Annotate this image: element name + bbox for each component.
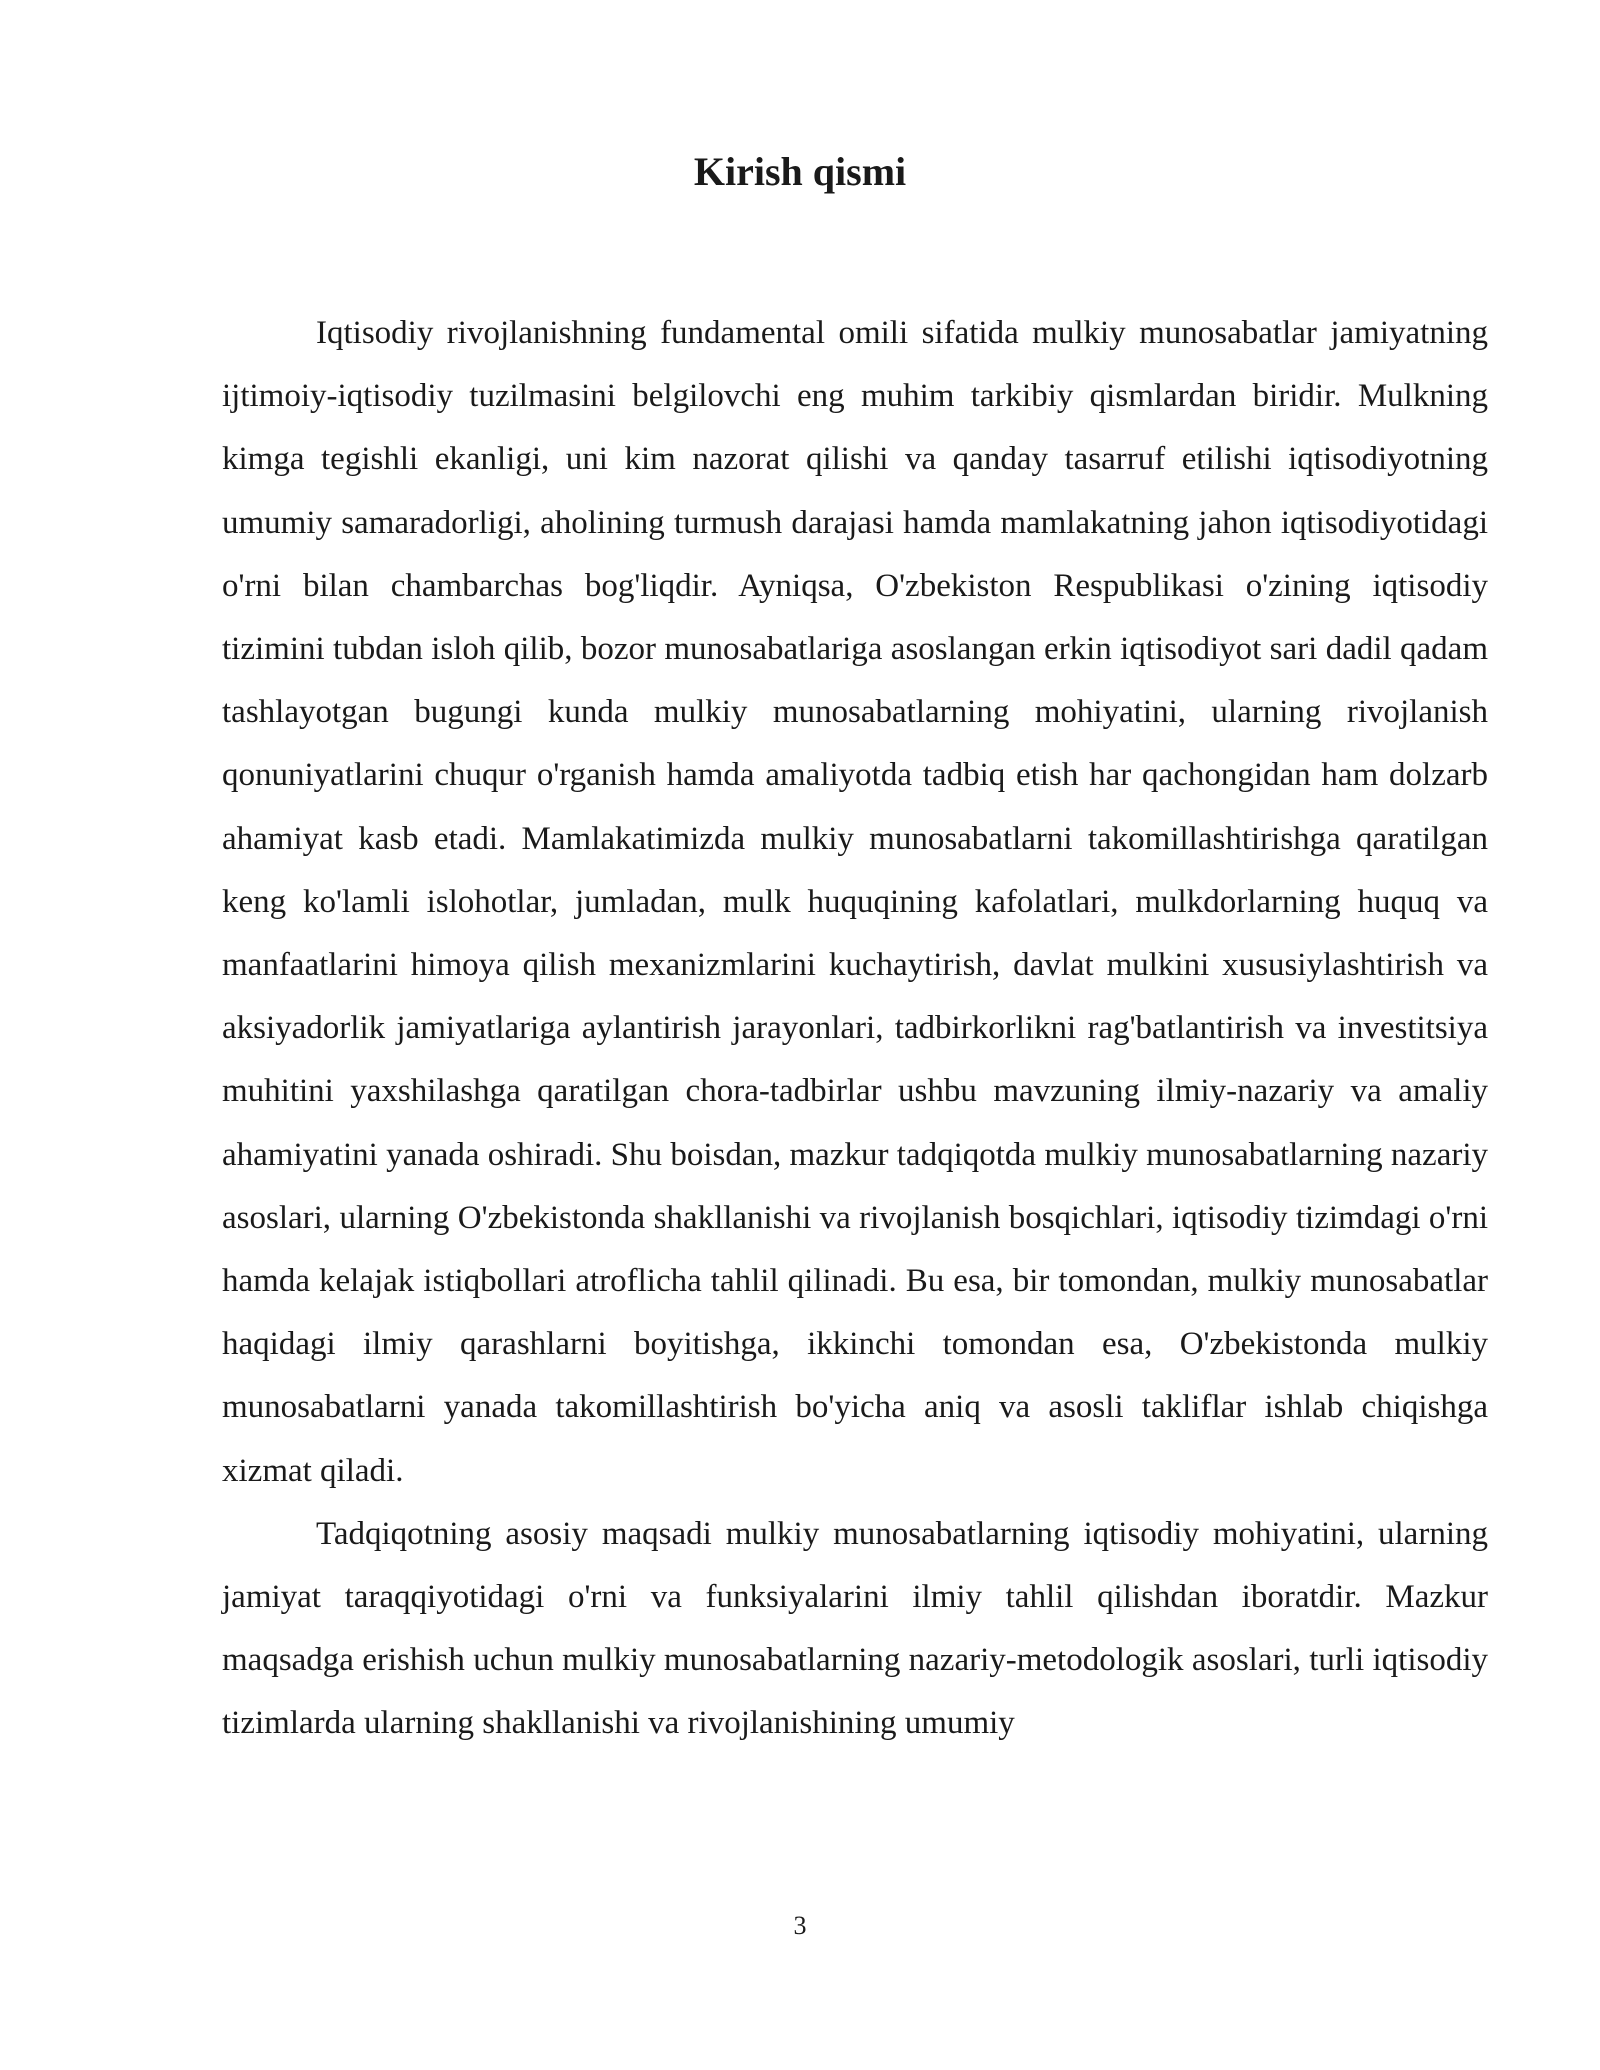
section-title: Kirish qismi bbox=[693, 149, 907, 194]
paragraph-research-goal: Tadqiqotning asosiy maqsadi mulkiy munosabatlarning iqtisodiy mohiyatini, ularning jamiyat taraqqiyotidagi o'rni va funksiyalarini ilmiy tahlil qilishdan iboratdir. Mazkur maqsadga erishish uchun mulkiy munosabatlarning nazariy-metodologik asoslari, turli iqtisodiy tizimlarda ularning shakllanishi va rivojlanishining umumiy bbox=[222, 1515, 1488, 1742]
body-text bbox=[222, 302, 1488, 1756]
page-number: 3 bbox=[793, 1911, 807, 1940]
paragraph-intro: Iqtisodiy rivojlanishning fundamental omili sifatida mulkiy munosabatlar jamiyatning ijtimoiy-iqtisodiy tuzilmasini belgilovchi eng muhim tarkibiy qismlardan biridir. Mulkning kimga tegishli ekanligi, uni kim nazorat qilishi va qanday tasarruf etilishi iqtisodiyotning umumiy samaradorligi, aholining turmush darajasi hamda mamlakatning jahon iqtisodiyotidagi o'rni bilan chambarchas bog'liqdir. Ayniqsa, O'zbekiston Respublikasi o'zining iqtisodiy tizimini tubdan isloh qilib, bozor munosabatlariga asoslangan erkin iqtisodiyot sari dadil qadam tashlayotgan bugungi kunda mulkiy munosabatlarning mohiyatini, ularning rivojlanish qonuniyatlarini chuqur o'rganish hamda amaliyotda tadbiq etish har qachongidan ham dolzarb ahamiyat kasb etadi. Mamlakatimizda mulkiy munosabatlarni takomillashtirishga qaratilgan keng ko'lamli islohotlar, jumladan, mulk huquqining kafolatlari, mulkdorlarning huquq va manfaatlarini himoya qilish mexanizmlarini kuchaytirish, davlat mulkini xususiylashtirish va aksiyadorlik jamiyatlariga aylantirish jarayonlari, tadbirkorlikni rag'batlantirish va investitsiya muhitini yaxshilashga qaratilgan chora-tadbirlar ushbu mavzuning ilmiy-nazariy va amaliy ahamiyatini yanada oshiradi. Shu boisdan, mazkur tadqiqotda mulkiy munosabatlarning nazariy asoslari, ularning O'zbekistonda shakllanishi va rivojlanish bosqichlari, iqtisodiy tizimdagi o'rni hamda kelajak istiqbollari atroflicha tahlil qilinadi. Bu esa, bir tomondan, mulkiy munosabatlar haqidagi ilmiy qarashlarni boyitishga, ikkinchi tomondan esa, O'zbekistonda mulkiy munosabatlarni yanada takomillashtirish bo'yicha aniq va asosli takliflar ishlab chiqishga xizmat qiladi. bbox=[222, 315, 1488, 1489]
